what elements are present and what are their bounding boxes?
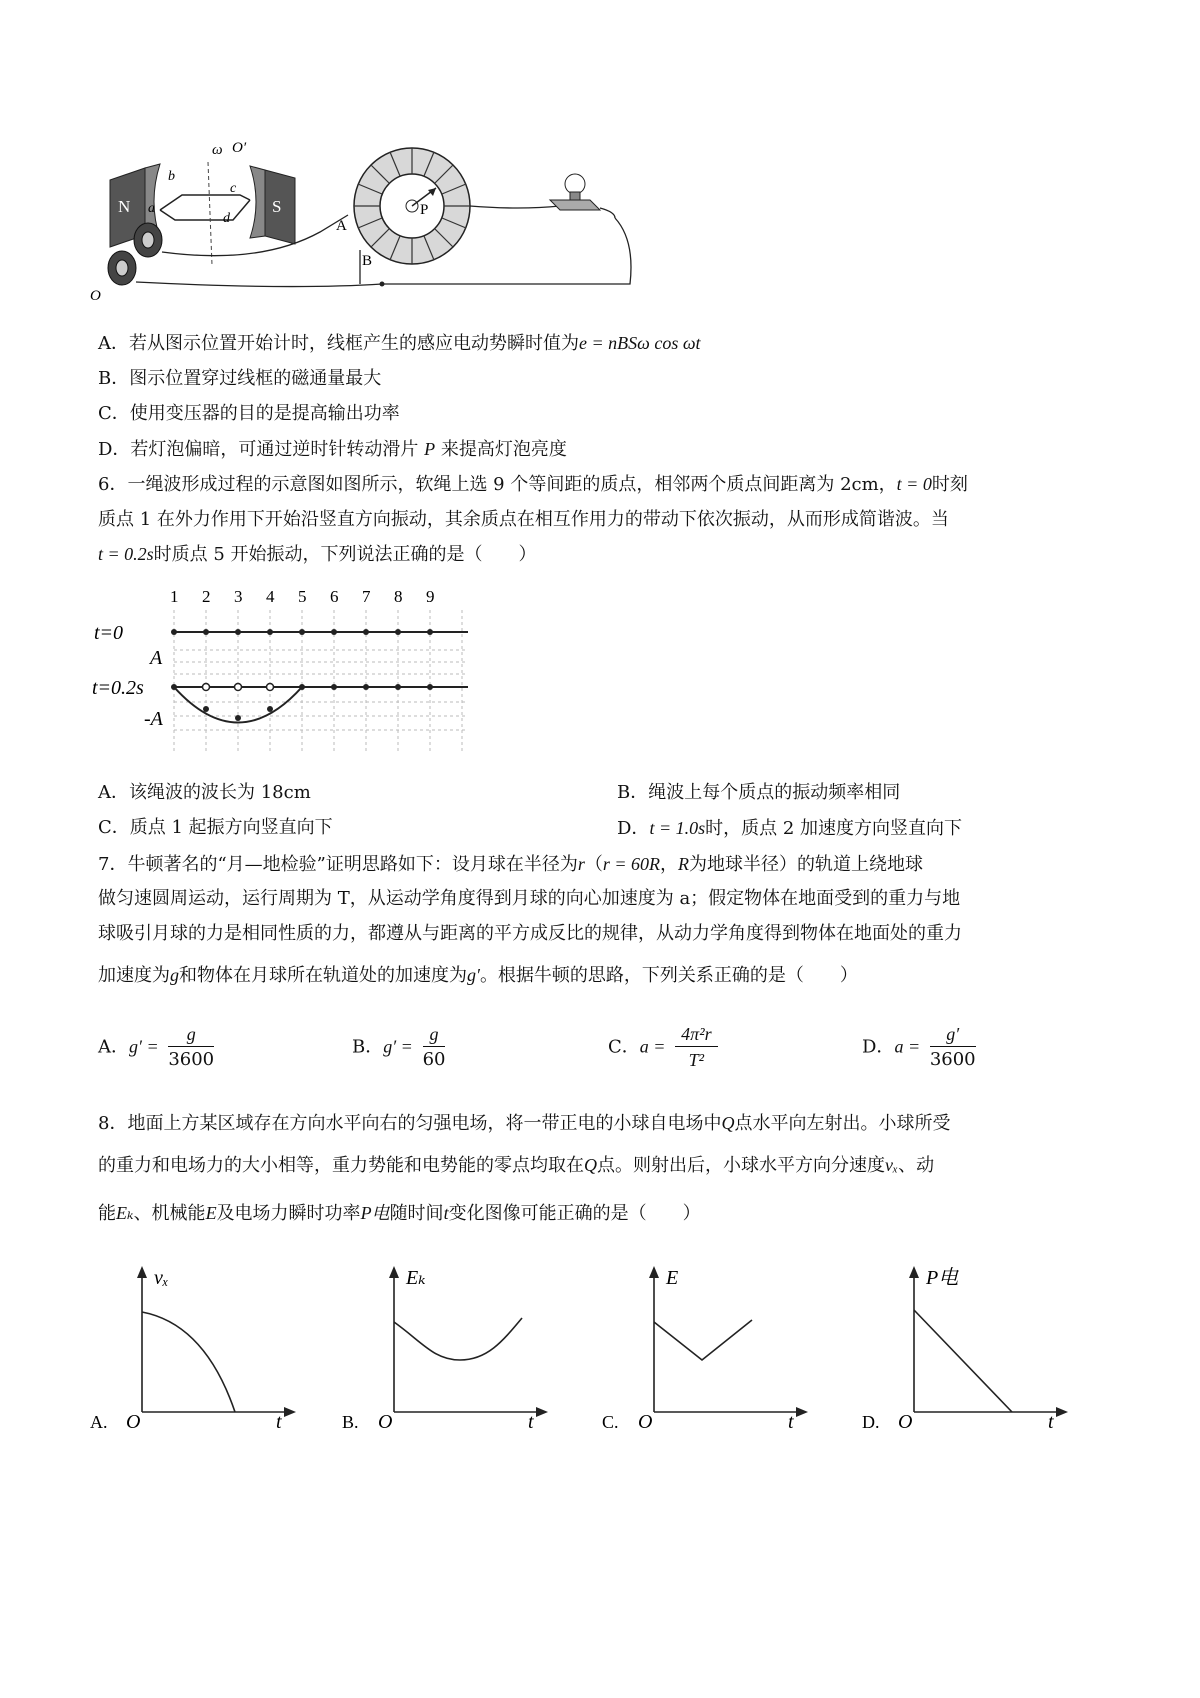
point-number-5: 5 [298,587,307,606]
o-prime-label: O′ [232,140,247,156]
q5-option-b: B．图示位置穿过线框的磁通量最大 [98,368,382,389]
generator-transformer-figure [90,140,690,335]
q7-stem-4d: g′ [467,965,480,985]
graph-d-letter: D. [862,1412,880,1432]
q6-stem-1a: 6．一绳波形成过程的示意图如图所示，软绳上选 9 个等间距的质点，相邻两个质点间距离为 2cm， [98,474,897,495]
q8-stem-1a: 8．地面上方某区域存在方向水平向右的匀强电场，将一带正电的小球自电场中 [98,1113,722,1134]
q8-stem-3i: 变化图像可能正确的是（ ） [448,1203,701,1224]
q8-stem-line2 [98,1152,934,1179]
side-d-label: d [223,211,230,226]
q6-option-c: C．质点 1 起振方向竖直向下 [98,817,333,838]
q8-stem-line3 [98,1200,701,1227]
row-t02-label: t=0.2s [92,677,144,699]
q7-option-c-letter: C． [608,1036,640,1058]
q7-stem-4e: 。根据牛顿的思路，下列关系正确的是（ ） [479,965,858,986]
point-number-8: 8 [394,587,403,606]
q5-option-d-text: D．若灯泡偏暗，可通过逆时针转动滑片 [98,439,419,460]
q7-option-b-letter: B． [352,1036,384,1058]
q7-option-d-lhs: a = [894,1036,921,1057]
q7-stem-line2: 做匀速圆周运动，运行周期为 T，从运动学角度得到月球的向心加速度为 a；假定物体在地面受到的重力与地 [98,888,961,909]
q6-stem-1c: 时刻 [931,474,968,495]
graph-c-ylabel: E [666,1267,679,1289]
corner-a-label: a [148,201,155,216]
graph-d [862,1262,1092,1432]
q7-option-c [608,1022,722,1073]
graph-b-letter: B. [342,1412,359,1432]
corner-c-label: c [230,181,237,196]
q6-option-d-letter: D． [617,818,650,839]
q5-option-d-suffix: 来提高灯泡亮度 [440,439,567,460]
rope-wave-figure [88,580,488,760]
amplitude-label: A [150,647,163,669]
q7-stem-1d: r = 60R [602,854,661,874]
terminal-a-label: A [336,218,347,234]
point-number-1: 1 [170,587,179,606]
q7-stem-line3: 球吸引月球的力是相同性质的力，都遵从与距离的平方成反比的规律，从动力学角度得到物体在地面处的重力 [98,923,962,944]
q8-stem-2d: vₓ [885,1155,899,1175]
graph-b-origin: O [378,1411,393,1433]
magnet-n-label: N [118,197,131,216]
q7-stem-1a: 7．牛顿著名的“月—地检验”证明思路如下：设月球在半径为 [98,854,578,875]
graph-b-ylabel: Eₖ [406,1267,426,1289]
neg-amplitude-label: -A [144,708,163,730]
q8-stem-3b: Eₖ [116,1203,134,1223]
q8-stem-2a: 的重力和电场力的大小相等，重力势能和电势能的零点均取在 [98,1155,584,1176]
q8-stem-1c: 点水平向左射出。小球所受 [734,1113,951,1134]
q8-stem-2b: Q [584,1155,597,1175]
graph-b [342,1262,572,1432]
graph-b-xlabel: t [528,1411,534,1433]
q7-option-c-fraction [675,1022,717,1073]
graph-a-ylabel: vₓ [154,1267,169,1289]
q7-option-a-letter: A． [98,1036,129,1058]
q7-option-a-lhs: g′ = [129,1036,159,1057]
q6-stem-line2: 质点 1 在外力作用下开始沿竖直方向振动，其余质点在相互作用力的带动下依次振动，从而形成简谐波。当 [98,509,949,530]
q5-option-d [98,436,567,463]
q7-stem-1f: R [678,854,690,874]
q7-option-a-den: 3600 [168,1049,215,1070]
q8-stem-3a: 能 [98,1203,116,1224]
graph-c [602,1262,832,1432]
graph-a-letter: A. [90,1412,108,1432]
q7-stem-line1 [98,851,923,878]
q6-stem-3b: 时质点 5 开始振动，下列说法正确的是（ ） [153,544,537,565]
q5-option-a-formula: e = nBSω cos ωt [579,333,701,353]
terminal-b-label: B [362,253,373,269]
q7-stem-1g: 为地球半径）的轨道上绕地球 [689,854,924,875]
q7-option-a-fraction [168,1022,214,1073]
q7-stem-1b: r [577,854,585,874]
graph-c-xlabel: t [788,1411,794,1433]
q5-option-a [98,330,701,357]
q8-stem-3h: t [443,1203,449,1223]
q7-option-b-num: g [423,1022,446,1047]
q7-stem-4a: 加速度为 [98,965,170,986]
q7-option-d-fraction [930,1022,976,1073]
q6-option-a: A．该绳波的波长为 18cm [98,782,311,803]
point-number-9: 9 [426,587,435,606]
q8-stem-3g: 随时间 [389,1203,444,1224]
graph-a-origin: O [126,1411,141,1433]
graph-a-xlabel: t [276,1411,282,1433]
q7-option-c-num: 4π²r [675,1022,717,1047]
q8-stem-line1 [98,1110,950,1137]
graph-d-ylabel: P电 [926,1267,959,1289]
q5-option-c: C．使用变压器的目的是提高输出功率 [98,403,400,424]
magnet-s-label: S [272,197,282,216]
side-b-label: b [168,169,175,184]
q8-stem-3d: E [205,1203,217,1223]
row-t0-label: t=0 [94,622,124,644]
q7-option-b-lhs: g′ = [383,1036,413,1057]
q7-option-b-fraction [423,1022,446,1073]
q7-stem-1e: ， [660,854,679,875]
q6-stem-1b: t = 0 [896,474,932,494]
q5-option-d-var: P [424,439,436,459]
graph-d-origin: O [898,1411,913,1433]
graph-c-letter: C. [602,1412,619,1432]
q6-option-d-var: t = 1.0s [649,818,706,838]
q7-stem-1c: （ [584,854,603,875]
q7-option-d [862,1022,980,1073]
q6-option-b: B．绳波上每个质点的振动频率相同 [617,782,901,803]
q8-stem-2c: 点。则射出后，小球水平方向分速度 [597,1155,885,1176]
q7-option-d-letter: D． [862,1036,895,1058]
point-number-6: 6 [330,587,339,606]
q6-stem-line3 [98,541,537,568]
q7-option-a-num: g [168,1022,214,1047]
q7-stem-4b: g [170,965,179,985]
q7-option-d-num: g′ [930,1022,976,1047]
graph-a [90,1262,320,1432]
q8-stem-2e: 、动 [898,1155,935,1176]
q7-option-d-den: 3600 [929,1049,976,1070]
q7-option-b-den: 60 [422,1049,446,1070]
q8-stem-1b: Q [721,1113,735,1133]
q7-stem-line4 [98,962,858,989]
q8-stem-3c: 、机械能 [133,1203,206,1224]
q7-option-b [352,1022,449,1073]
q7-option-c-lhs: a = [639,1036,666,1057]
slider-p-label: P [420,202,429,218]
q6-stem-line1 [98,471,968,498]
axis-o-label: O [90,288,101,304]
q5-option-a-text: A．若从图示位置开始计时，线框产生的感应电动势瞬时值为 [98,333,579,354]
q6-stem-3a: t = 0.2s [98,544,154,564]
graph-c-origin: O [638,1411,653,1433]
point-number-7: 7 [362,587,371,606]
point-number-3: 3 [234,587,243,606]
q7-option-c-den: T² [688,1050,705,1070]
graph-d-xlabel: t [1048,1411,1054,1433]
q6-option-d [617,815,962,842]
q6-option-d-suffix: 时，质点 2 加速度方向竖直向下 [705,818,962,839]
q8-stem-3f: P电 [360,1203,390,1223]
q7-option-a [98,1022,218,1073]
q7-stem-4c: 和物体在月球所在轨道处的加速度为 [179,965,467,986]
point-number-4: 4 [266,587,275,606]
point-number-2: 2 [202,587,211,606]
omega-label: ω [212,142,223,158]
q8-stem-3e: 及电场力瞬时功率 [216,1203,361,1224]
